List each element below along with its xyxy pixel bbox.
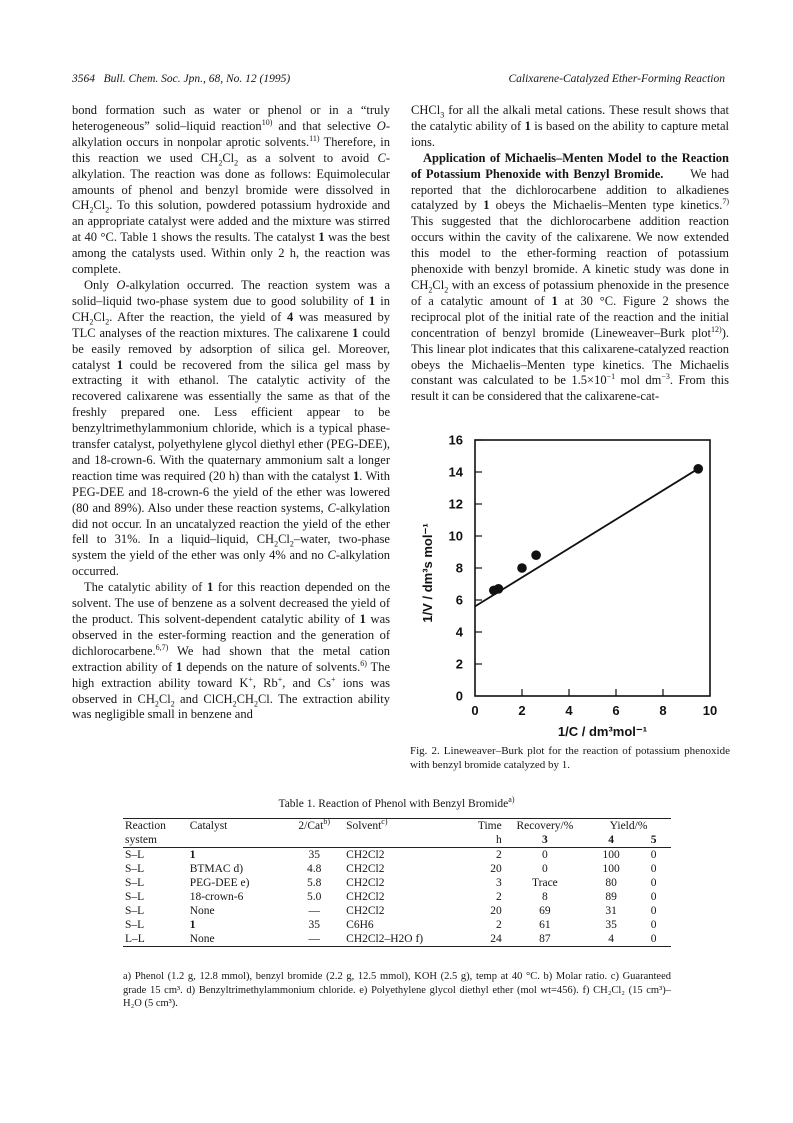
table-cell: 8 — [542, 891, 548, 903]
table-header-row — [123, 819, 671, 834]
table-cell: 69 — [539, 905, 551, 917]
table-cell: 0 — [542, 849, 548, 861]
table-cell: 4 — [586, 932, 636, 947]
col-header: 5 — [636, 833, 671, 848]
table-cell: 80 — [605, 877, 617, 889]
table-cell: 61 — [539, 919, 551, 931]
table-cell: 3 — [495, 877, 502, 889]
data-point — [494, 584, 504, 594]
running-header-left: 3564 Bull. Chem. Soc. Jpn., 68, No. 12 (1995) — [72, 73, 291, 85]
paragraph: The catalytic ability of 1 for this reaction depended on the solvent. The use of benzene as a solvent decreased the yield of the product. This solvent-dependent catalytic ability of 1 was observed in the ester-forming reaction and the generation of dichlorocarbene.$^{6,7)}$ We had shown that the metal cation extraction ability of 1 depends on the nature of solvents.$^{6)}$ The high extraction ability toward K+, Rb+, and Cs+ ions was observed in $CH_2Cl_2$ and $ClCH_2CH_2Cl$. The extraction ability was negligible small in benzene and — [72, 580, 390, 722]
table-cell: 0 — [650, 849, 657, 861]
col-header: 3 — [504, 833, 586, 848]
table-cell: 0 — [650, 891, 657, 903]
y-axis-label: 1/V / dm³s mol⁻¹ — [420, 523, 435, 623]
table-row — [123, 890, 671, 904]
col-header: Recovery/% — [504, 819, 586, 834]
footnote: a) Phenol (1.2 g, 12.8 mmol), benzyl bromide (2.2 g, 12.5 mmol), KOH (2.5 g), temp at 40 °C. b) Molar ratio. c) Guaranteed grade 15 cm³. d) Benzyltrimethylammonium chloride. e) Polyethylene glycol diethyl ether (mol wt=456). f) CH₂Cl₂ (15 cm³)–H₂O (5 cm³). — [123, 971, 671, 1009]
col-header: h — [455, 833, 504, 848]
figure-2 — [410, 428, 730, 771]
table-cell: — — [308, 905, 320, 917]
table-row — [123, 932, 671, 947]
table-cell: 5.0 — [307, 891, 322, 903]
table-cell: S–L — [125, 863, 145, 875]
y-tick-label: 10 — [448, 528, 463, 544]
fit-line — [475, 467, 701, 606]
col-header: system — [123, 833, 188, 848]
table-row — [123, 862, 671, 876]
x-tick-label: 0 — [471, 703, 479, 718]
table-cell: CH2Cl2 — [346, 863, 385, 875]
table-row — [123, 918, 671, 932]
col-header: Solvent$^{c)}$ — [344, 819, 455, 834]
figure-caption: Fig. 2. Lineweaver–Burk plot for the reaction of potassium phenoxide with benzyl bromide catalyzed by 1. — [410, 745, 730, 771]
table-cell: CH2Cl2 — [346, 849, 385, 861]
table-cell: 1 — [189, 919, 196, 931]
table-title: Table 1. Reaction of Phenol with Benzyl Bromide$^{a)}$ — [278, 795, 515, 810]
x-tick-label: 2 — [518, 703, 526, 718]
table-cell: S–L — [125, 849, 145, 861]
table-cell: S–L — [125, 905, 145, 917]
col-header: Catalyst — [188, 819, 285, 834]
y-tick-label: 6 — [455, 592, 463, 608]
table-cell: 0 — [650, 919, 657, 931]
table-cell: 35 — [605, 919, 617, 931]
col-header: 2/Cat$^{b)}$ — [284, 819, 344, 834]
table-cell: 31 — [605, 905, 617, 917]
col-header: Time — [455, 819, 504, 834]
col-header: Yield/% — [586, 819, 671, 834]
table-cell: BTMAC d) — [189, 863, 244, 875]
body-column-right — [411, 103, 729, 405]
table-cell: 0 — [650, 877, 657, 889]
table-cell: Trace — [532, 877, 558, 889]
plot-frame — [475, 440, 710, 696]
table-row — [123, 904, 671, 918]
table-cell: 1 — [189, 849, 196, 861]
table-cell: L–L — [123, 932, 188, 947]
table-cell: CH2Cl2–H2O f) — [344, 932, 455, 947]
table-cell: 24 — [455, 932, 504, 947]
table-cell: 0 — [650, 863, 657, 875]
table-cell: S–L — [125, 891, 145, 903]
table-cell: S–L — [125, 919, 145, 931]
running-header-right: Calixarene-Catalyzed Ether-Forming Reaction — [508, 73, 725, 85]
table-cell: 100 — [602, 849, 620, 861]
table-cell: 100 — [602, 863, 620, 875]
data-point — [531, 550, 541, 560]
y-tick-label: 8 — [455, 560, 463, 576]
table-cell: 20 — [490, 863, 502, 875]
table-cell: None — [189, 905, 215, 917]
paragraph: Application of Michaelis–Menten Model to the Reaction of Potassium Phenoxide with Benzyl Bromide. We had reported that the dichlorocarbene addition to alkadienes catalyzed by 1 obeys the Michaelis–Menten type kinetics.$^{7)}$ This suggested that the dichlorocarbene addition reaction occurs within the cavity of the calixarene. We now extended this model to the ether-forming reaction of potassium phenoxide with benzyl bromide. A kinetic study was done in $CH_2Cl_2$ with an excess of potassium phenoxide in the presence of a catalytic amount of 1 at 30 °C. Figure 2 shows the reciprocal plot of the initial rate of the reaction and the initial concentration of benzyl bromide (Lineweaver–Burk plot$^{12)}$). This linear plot indicates that this calixarene-catalyzed reaction obeys the Michaelis–Menten type kinetics. The Michaelis constant was calculated to be $1.5\times 10^{-1}$ mol $dm^{-3}$. From this result it can be considered that the calixarene-cat- — [411, 150, 730, 404]
table-row — [123, 848, 671, 863]
x-tick-label: 8 — [659, 703, 667, 718]
data-point — [693, 464, 703, 474]
col-header: 4 — [586, 833, 636, 848]
section-heading: Application of Michaelis–Menten Model to the Reaction of Potassium Phenoxide with Benzyl Bromide. — [411, 150, 729, 181]
table-header-row — [123, 833, 671, 848]
table-cell: C6H6 — [346, 919, 374, 931]
table-cell: 2 — [495, 919, 502, 931]
table-cell: 0 — [636, 932, 671, 947]
paragraph: CHCl$_3$ for all the alkali metal cations. These result shows that the catalytic ability of 1 is based on the ability to capture metal ions. — [411, 103, 729, 149]
paragraph: Only O-alkylation occurred. The reaction system was a solid–liquid two-phase system due to good solubility of 1 in $CH_2Cl_2$. After the reaction, the yield of 4 was measured by TLC analyses of the reaction mixtures. The calixarene 1 could be easily removed by adsorption of silica gel. Moreover, catalyst 1 could be recovered from the silica gel mass by extracting it with ethanol. The catalytic activity of the recovered calixarene was essentially the same as that of the freshly prepared one. Less efficient appear to be benzyltrimethylammonium chloride, which is a typical phase-transfer catalyst, polyethylene glycol diethyl ether (PEG-DEE), and 18-crown-6. With the quaternary ammonium salt a longer reaction time was required (20 h) than with the catalyst 1. With PEG-DEE and 18-crown-6 the yield of the ether was lowered (80 and 89%). Also under these reaction systems, C-alkylation did not occur. In an uncatalyzed reaction the yield of the ether fell to 31%. In a liquid–liquid, $CH_2Cl_2$–water, two-phase system the yield of the ether was only 4% and no C-alkylation occurred. — [72, 277, 391, 579]
table-cell: 89 — [605, 891, 617, 903]
table-footnotes — [123, 970, 671, 1011]
table-cell: — — [284, 932, 344, 947]
table-cell: 35 — [308, 919, 320, 931]
table-row — [123, 876, 671, 890]
table-cell: CH2Cl2 — [346, 877, 385, 889]
y-tick-label: 2 — [455, 656, 463, 672]
table-cell: CH2Cl2 — [346, 891, 385, 903]
y-tick-label: 16 — [448, 432, 463, 448]
paragraph: bond formation such as water or phenol or in a “truly heterogeneous” solid–liquid reaction$^{10)}$ and that selective O-alkylation occurs in nonpolar aprotic solvents.$^{11)}$ Therefore, in this reaction we used $CH_2Cl_2$ as a solvent to avoid C-alkylation. The reaction was done as follows: Equimolecular amounts of phenol and benzyl bromide were dissolved in $CH_2Cl_2$. To this solution, powdered potassium hydroxide and an appropriate catalyst were added and the mixture was stirred at 40 °C. Table 1 shows the results. The catalyst 1 was the best among the catalysts used. Within only 2 h, the reaction was complete. — [72, 103, 391, 277]
table-cell: 2 — [495, 849, 502, 861]
table-cell: 5.8 — [307, 877, 322, 889]
x-axis-label: 1/C / dm³mol⁻¹ — [557, 724, 648, 738]
table-cell: 2 — [495, 891, 502, 903]
table-cell: 0 — [542, 863, 548, 875]
y-tick-label: 0 — [455, 688, 463, 704]
x-tick-label: 4 — [565, 703, 573, 718]
data-point — [517, 563, 527, 573]
table-cell: 35 — [308, 849, 320, 861]
table-cell: S–L — [125, 877, 145, 889]
table-cell: PEG-DEE e) — [189, 877, 250, 889]
table-cell: 87 — [504, 932, 586, 947]
table-1 — [123, 818, 671, 947]
table-cell: 20 — [490, 905, 502, 917]
table-cell: None — [188, 932, 285, 947]
y-tick-label: 14 — [448, 464, 463, 480]
lineweaver-burk-chart — [410, 428, 730, 738]
table-cell: 4.8 — [307, 863, 322, 875]
col-header: Reaction — [123, 819, 188, 834]
table-cell: CH2Cl2 — [346, 905, 385, 917]
table-cell: 0 — [650, 905, 657, 917]
body-column-left — [72, 103, 390, 723]
y-tick-label: 4 — [455, 624, 463, 640]
x-tick-label: 6 — [612, 703, 620, 718]
table-cell: 18-crown-6 — [189, 891, 244, 903]
y-tick-label: 12 — [448, 496, 463, 512]
x-tick-label: 10 — [702, 703, 718, 718]
